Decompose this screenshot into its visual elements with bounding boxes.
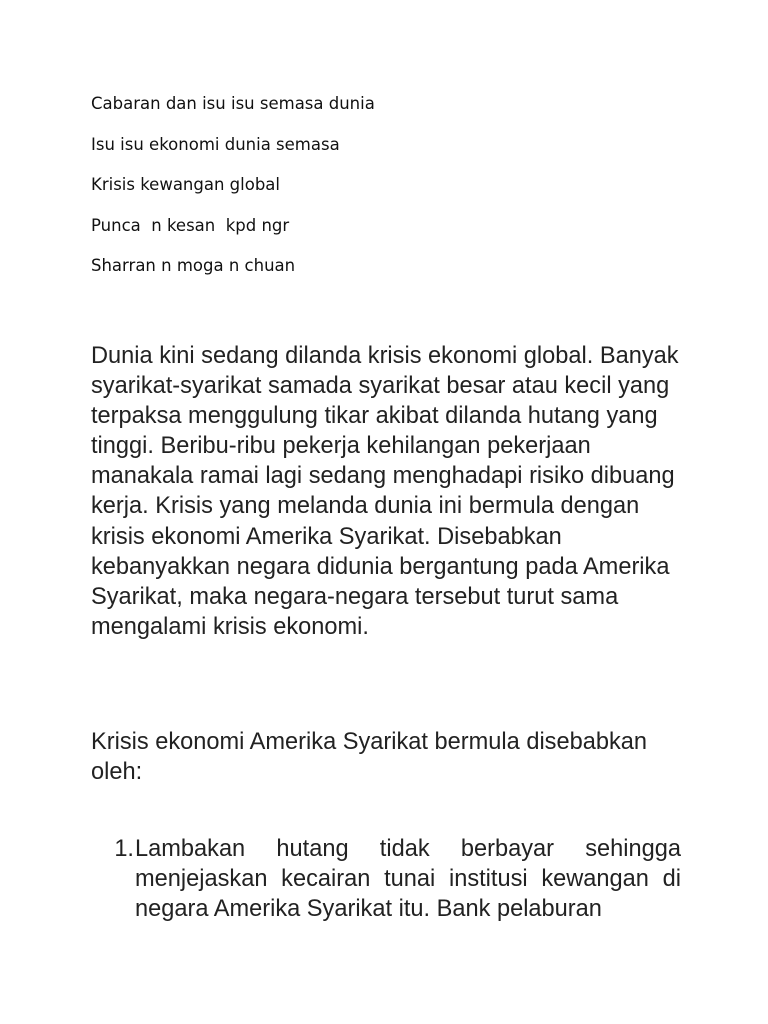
body-paragraph: Dunia kini sedang dilanda krisis ekonomi global. Banyak syarikat-syarikat samada syarikat besar atau kecil yang terpaksa menggulung tikar akibat dilanda hutang yang tinggi. Beribu-ribu pekerja kehilangan pekerjaan manakala ramai lagi sedang menghadapi risiko dibuang kerja. Krisis yang melanda dunia ini bermula dengan krisis ekonomi Amerika Syarikat. Disebabkan kebanyakkan negara didunia bergantung pada Amerika Syarikat, maka negara-negara tersebut turut sama mengalami krisis ekonomi. bbox=[91, 343, 679, 640]
list-item-text: Lambakan hutang tidak berbayar sehingga menjejaskan kecairan tunai institusi kewangan di negara Amerika Syarikat itu. Bank pelaburan bbox=[135, 836, 681, 923]
numbered-list bbox=[91, 834, 681, 924]
note-line: Sharran n moga n chuan bbox=[91, 256, 296, 275]
note-line: Isu isu ekonomi dunia semasa bbox=[91, 134, 340, 154]
notes-block bbox=[91, 94, 691, 297]
list-item-number: 1. bbox=[114, 836, 134, 862]
body-paragraph: Krisis ekonomi Amerika Syarikat bermula disebabkan oleh: bbox=[91, 729, 648, 786]
note-line: Krisis kewangan global bbox=[91, 175, 281, 194]
note-line: Cabaran dan isu isu semasa dunia bbox=[91, 94, 375, 113]
note-line: Punca n kesan kpd ngr bbox=[91, 215, 290, 235]
list-item bbox=[91, 834, 681, 924]
